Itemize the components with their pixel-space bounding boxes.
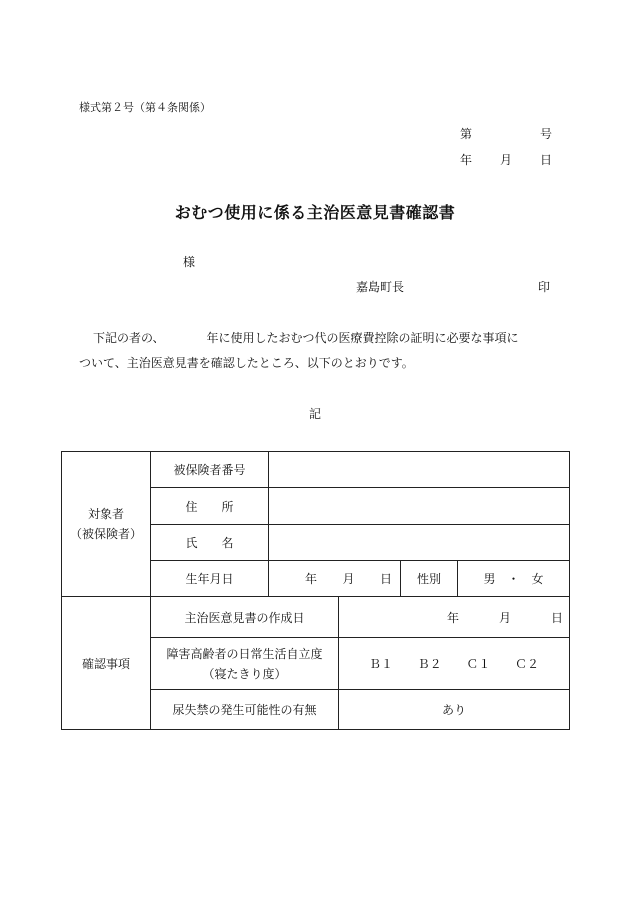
addressee-suffix: 様: [183, 255, 196, 269]
incontinence-label: 尿失禁の発生可能性の有無: [151, 690, 339, 730]
opinion-year-label: 年: [447, 610, 460, 625]
sex-label: 性別: [401, 561, 458, 597]
insured-number-label: 被保険者番号: [151, 452, 269, 488]
number-label-go: 号: [539, 127, 552, 141]
confirmation-table: [61, 451, 570, 730]
birthdate-field[interactable]: [269, 561, 401, 597]
insured-number-field[interactable]: [269, 452, 570, 488]
number-label-dai: 第: [460, 127, 473, 141]
birth-day-label: 日: [379, 572, 392, 586]
sex-female-option[interactable]: 女: [531, 572, 544, 586]
birthdate-label: 生年月日: [151, 561, 269, 597]
ki-heading: 記: [308, 407, 321, 421]
name-field[interactable]: [269, 525, 570, 561]
document-number-line: [460, 125, 552, 142]
opinion-date-label: 主治医意見書の作成日: [151, 597, 339, 638]
form-number: 様式第２号（第４条関係）: [79, 101, 211, 114]
independence-choice-cell[interactable]: [339, 638, 570, 690]
date-month-label: 月: [499, 153, 512, 167]
sex-choice-cell[interactable]: [458, 561, 570, 597]
table-row: [62, 452, 570, 488]
body-line-1-end: 年に使用したおむつ代の医療費控除の証明に必要な事項に: [206, 331, 519, 345]
document-title: おむつ使用に係る主治医意見書確認書: [174, 203, 456, 222]
subject-label-cell: [62, 452, 151, 597]
level-c1-option[interactable]: Ｃ１: [466, 657, 491, 671]
body-line-1-start: 下記の者の、: [93, 331, 165, 345]
address-field[interactable]: [269, 488, 570, 525]
sex-male-option[interactable]: 男: [483, 572, 496, 586]
issuer-name: 嘉島町長: [356, 280, 405, 294]
birthdate-units: [269, 570, 400, 587]
independence-label-cell: [151, 638, 339, 690]
table-row: [62, 597, 570, 638]
sex-separator: ・: [507, 572, 520, 586]
opinion-date-units: [339, 609, 569, 626]
birth-month-label: 月: [342, 572, 355, 586]
confirm-label: 確認事項: [62, 597, 151, 730]
subject-label: 対象者: [87, 507, 124, 521]
name-label: 氏 名: [151, 525, 269, 561]
body-line-2: ついて、主治医意見書を確認したところ、以下のとおりです。: [79, 356, 414, 370]
date-year-label: 年: [460, 153, 473, 167]
bedridden-degree-label: （寝たきり度）: [202, 666, 287, 681]
document-date-line: [460, 151, 552, 168]
independence-label: 障害高齢者の日常生活自立度: [166, 646, 323, 661]
subject-label-insured: （被保険者）: [69, 527, 142, 541]
opinion-month-label: 月: [498, 610, 511, 625]
level-c2-option[interactable]: Ｃ２: [514, 657, 539, 671]
incontinence-value: あり: [339, 690, 570, 730]
level-b1-option[interactable]: Ｂ１: [369, 657, 394, 671]
opinion-date-field[interactable]: [339, 597, 570, 638]
date-day-label: 日: [539, 153, 552, 167]
independence-levels: [339, 655, 569, 672]
birth-year-label: 年: [305, 572, 318, 586]
body-line-1: [93, 329, 519, 346]
level-b2-option[interactable]: Ｂ２: [417, 657, 442, 671]
address-label: 住 所: [151, 488, 269, 525]
opinion-day-label: 日: [550, 610, 563, 625]
seal-mark: 印: [538, 280, 551, 294]
